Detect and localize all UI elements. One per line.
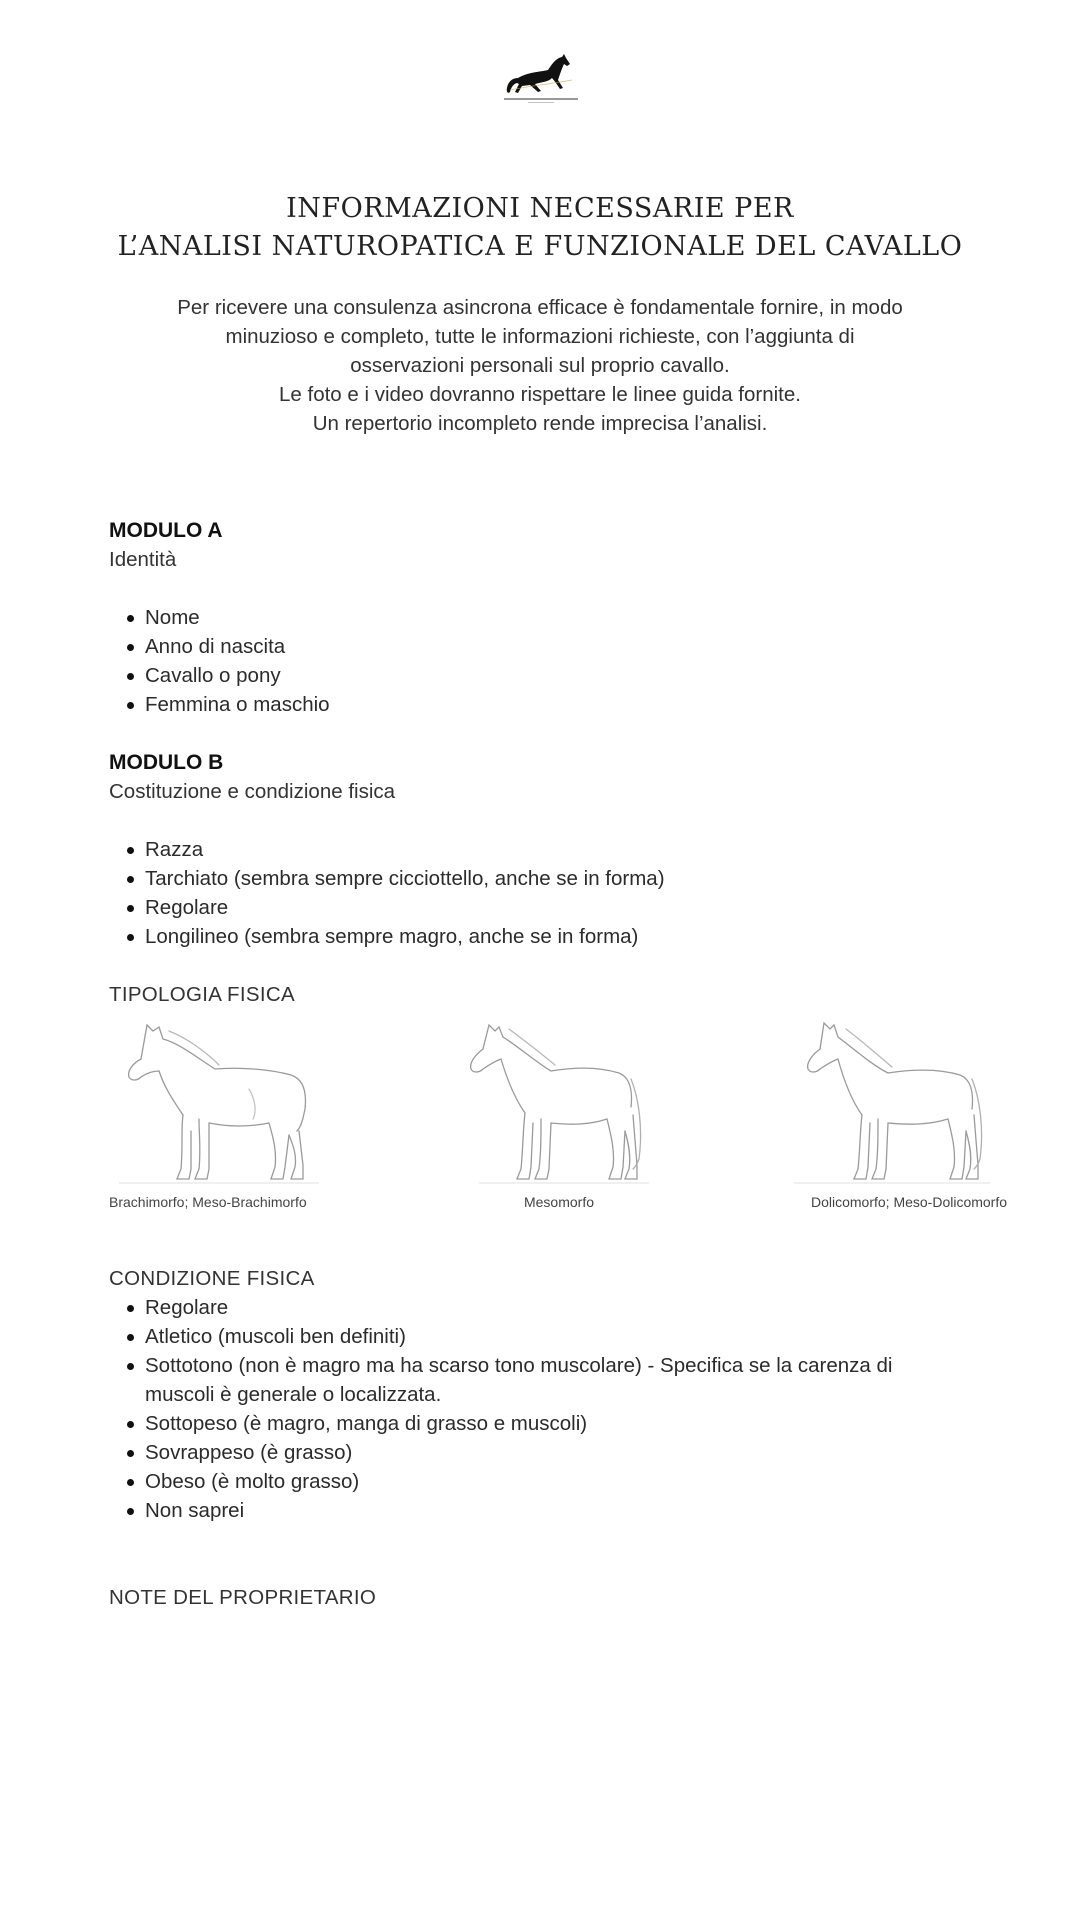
mesomorph-horse-illustration	[459, 1019, 659, 1189]
horse-type-caption: Mesomorfo	[523, 1194, 595, 1210]
modulo-a-heading: MODULO A	[109, 519, 223, 542]
dolichomorph-horse-illustration	[794, 1019, 994, 1189]
list-item: Tarchiato (sembra sempre cicciottello, anche se in forma)	[127, 864, 1009, 893]
horse-type-dolichomorph	[774, 1019, 1034, 1211]
list-item: Regolare	[127, 1293, 907, 1322]
list-item: Non saprei	[127, 1496, 907, 1525]
modulo-a-subtitle: Identità	[109, 548, 177, 571]
intro-line: osservazioni personali sul proprio cavallo.	[350, 354, 730, 377]
horse-type-mesomorph	[439, 1019, 679, 1211]
tipologia-fisica-heading: TIPOLOGIA FISICA	[109, 983, 295, 1006]
tipologia-fisica-section	[109, 980, 1009, 1224]
intro-line: Un repertorio incompleto rende imprecisa l’analisi.	[312, 412, 768, 435]
modulo-b-list	[127, 835, 1009, 951]
modulo-a-list	[127, 603, 1009, 719]
intro-paragraph	[0, 293, 1080, 438]
list-item: Razza	[127, 835, 1009, 864]
condizione-fisica-section	[109, 1264, 1009, 1525]
condizione-fisica-heading: CONDIZIONE FISICA	[109, 1267, 315, 1290]
modulo-b-heading: MODULO B	[109, 751, 224, 774]
list-item: Nome	[127, 603, 1009, 632]
horse-type-brachimorph	[109, 1019, 349, 1211]
condizione-fisica-list	[127, 1293, 907, 1525]
list-item: Obeso (è molto grasso)	[127, 1467, 907, 1496]
brachimorph-horse-illustration	[119, 1019, 319, 1189]
page-title-line-1: INFORMAZIONI NECESSARIE PER	[286, 193, 794, 224]
intro-line: Le foto e i video dovranno rispettare le linee guida fornite.	[279, 383, 801, 406]
modulo-b-section	[109, 748, 1009, 951]
modulo-a-section	[109, 516, 1009, 719]
list-item: Regolare	[127, 893, 1009, 922]
note-section	[109, 1583, 1009, 1612]
list-item: Sovrappeso (è grasso)	[127, 1438, 907, 1467]
list-item: Anno di nascita	[127, 632, 1009, 661]
intro-line: Per ricevere una consulenza asincrona efficace è fondamentale fornire, in modo	[177, 296, 903, 319]
form-content	[109, 516, 1009, 1612]
horse-types-gallery	[109, 1019, 1029, 1224]
list-item: Longilineo (sembra sempre magro, anche se in forma)	[127, 922, 1009, 951]
horse-type-caption: Brachimorfo; Meso-Brachimorfo	[109, 1194, 307, 1210]
list-item: Sottotono (non è magro ma ha scarso tono muscolare) - Specifica se la carenza di muscoli è generale o localizzata.	[127, 1351, 907, 1409]
list-item: Atletico (muscoli ben definiti)	[127, 1322, 907, 1351]
modulo-b-subtitle: Costituzione e condizione fisica	[109, 780, 396, 803]
list-item: Femmina o maschio	[127, 690, 1009, 719]
intro-line: minuzioso e completo, tutte le informazioni richieste, con l’aggiunta di	[225, 325, 855, 348]
list-item: Sottopeso (è magro, manga di grasso e muscoli)	[127, 1409, 907, 1438]
list-item: Cavallo o pony	[127, 661, 1009, 690]
horse-logo-icon	[500, 48, 582, 106]
page-title	[0, 190, 1080, 266]
note-heading: NOTE DEL PROPRIETARIO	[109, 1586, 377, 1609]
horse-type-caption: Dolicomorfo; Meso-Dolicomorfo	[810, 1194, 1008, 1210]
page-title-line-2: L’ANALISI NATUROPATICA E FUNZIONALE DEL CAVALLO	[117, 231, 963, 262]
